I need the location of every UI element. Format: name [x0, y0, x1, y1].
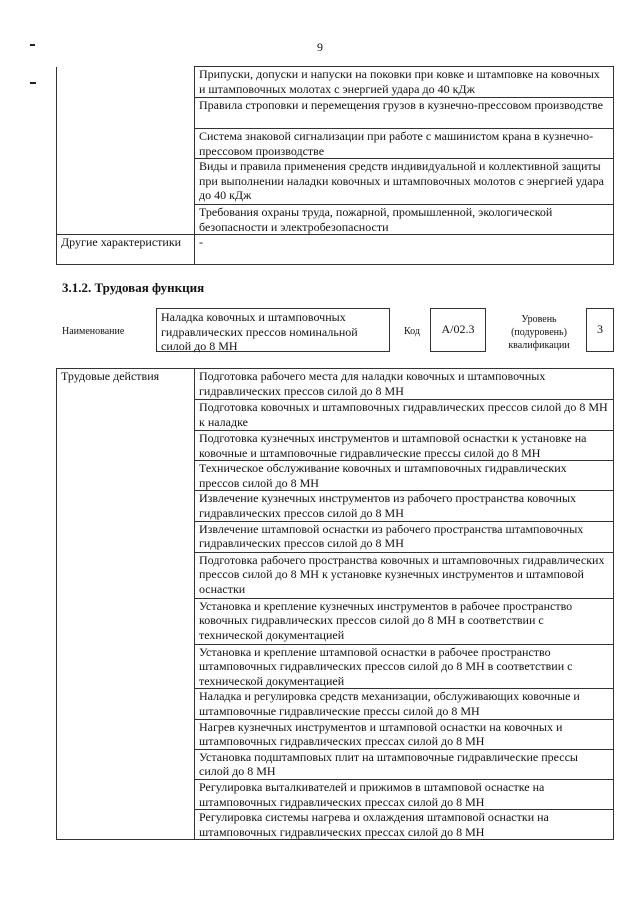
- requirement-cell: Правила строповки и перемещения грузов в кузнечно-прессовом производстве: [195, 98, 614, 129]
- code-box: [430, 308, 486, 352]
- duty-cell: Подготовка рабочего пространства ковочных и штамповочных гидравлических прессов силой до 8 МН к установке кузнечных инструментов и штамповой оснастки: [195, 552, 614, 598]
- label-cell: [57, 67, 195, 235]
- duty-cell: Регулировка системы нагрева и охлаждения штамповой оснастки на штамповочных гидравлических прессах силой до 8 МН: [195, 810, 614, 840]
- other-characteristics-value: -: [195, 235, 614, 265]
- name-label: Наименование: [62, 326, 125, 337]
- requirement-cell: Припуски, допуски и напуски на поковки при ковке и штамповке на ковочных и штамповочных молотах с энергией удара до 40 кДж: [195, 67, 614, 98]
- duty-cell: Регулировка выталкивателей и прижимов в штамповой оснастке на штамповочных гидравлических прессах силой до 8 МН: [195, 779, 614, 809]
- duty-cell: Подготовка кузнечных инструментов и штамповой оснастки к установке на ковочные и штамповочные гидравлические прессы силой до 8 МН: [195, 431, 614, 461]
- duty-cell: Подготовка рабочего места для наладки ковочных и штамповочных гидравлических прессов силой до 8 МН: [195, 369, 614, 400]
- duty-cell: Извлечение кузнечных инструментов из рабочего пространства ковочных гидравлических прессов силой до 8 МН: [195, 491, 614, 521]
- margin-mark: [30, 44, 35, 46]
- margin-mark: [30, 82, 36, 84]
- duty-cell: Установка и крепление кузнечных инструментов в рабочее пространство ковочных гидравлических прессов силой до 8 МН в соответствии с технической документацией: [195, 598, 614, 644]
- level-box: [586, 308, 614, 352]
- code-label: Код: [404, 326, 420, 337]
- page-number: 9: [317, 40, 323, 54]
- requirement-cell: Виды и правила применения средств индивидуальной и коллективной защиты при выполнении наладки ковочных и штамповочных молотов с энергией удара до 40 кДж: [195, 159, 614, 205]
- duty-cell: Подготовка ковочных и штамповочных гидравлических прессов силой до 8 МН к наладке: [195, 400, 614, 431]
- other-characteristics-label: Другие характеристики: [57, 235, 195, 265]
- duty-cell: Установка и крепление штамповой оснастки в рабочее пространство штамповочных гидравлических прессов силой до 8 МН в соответствии с технической документацией: [195, 644, 614, 689]
- requirement-cell: Система знаковой сигнализации при работе с машинистом крана в кузнечно-прессовом производстве: [195, 129, 614, 159]
- level-value: 3: [597, 322, 603, 336]
- knowledge-table: [56, 66, 614, 265]
- function-name-box: [156, 308, 390, 352]
- duties-label: Трудовые действия: [57, 369, 195, 840]
- function-name: Наладка ковочных и штамповочных гидравлических прессов номинальной силой до 8 МН: [161, 310, 358, 353]
- level-label: Уровень (подуровень) квалификации: [508, 314, 570, 351]
- duty-cell: Установка подштамповых плит на штамповочные гидравлические прессы силой до 8 МН: [195, 749, 614, 779]
- duty-cell: Техническое обслуживание ковочных и штамповочных гидравлических прессов силой до 8 МН: [195, 461, 614, 491]
- section-heading: 3.1.2. Трудовая функция: [62, 280, 205, 295]
- duties-table: [56, 368, 614, 840]
- duty-cell: Извлечение штамповой оснастки из рабочего пространства штамповочных гидравлических прессов силой до 8 МН: [195, 521, 614, 552]
- requirement-cell: Требования охраны труда, пожарной, промышленной, экологической безопасности и электробезопасности: [195, 205, 614, 235]
- code-value: А/02.3: [441, 322, 475, 336]
- duty-cell: Наладка и регулировка средств механизации, обслуживающих ковочные и штамповочные гидравлические прессы силой до 8 МН: [195, 689, 614, 719]
- duty-cell: Нагрев кузнечных инструментов и штамповой оснастки на ковочных и штамповочных гидравлических прессах силой до 8 МН: [195, 719, 614, 749]
